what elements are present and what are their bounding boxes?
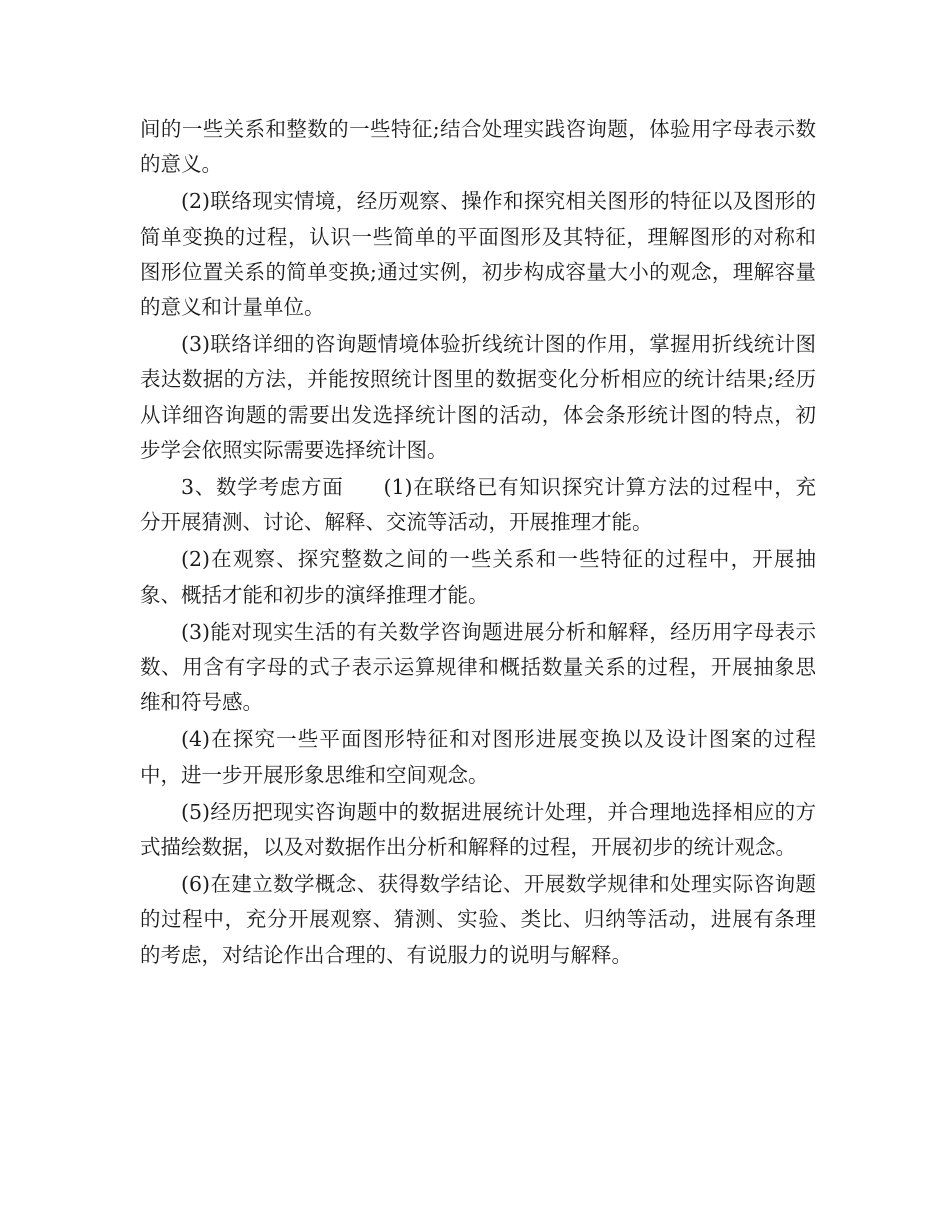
section-heading: 3、数学考虑方面 (181, 475, 344, 500)
paragraph-item-5-data: (5)经历把现实咨询题中的数据进展统计处理，并合理地选择相应的方式描绘数据，以及对数据作出分析和解释的过程，开展初步的统计观念。 (140, 799, 816, 860)
paragraph-item-4-space: (4)在探究一些平面图形特征和对图形进展变换以及设计图案的过程中，进一步开展形象思维和空间观念。 (140, 727, 816, 787)
section-3-item-1: (1)在联络已有知识探究计算方法的过程中，充分开展猜测、讨论、解释、交流等活动，开展推理才能。 (140, 475, 816, 535)
paragraph-item-6-reasoning: (6)在建立数学概念、获得数学结论、开展数学规律和处理实际咨询题的过程中，充分开展观察、猜测、实验、类比、归纳等活动，进展有条理的考虑，对结论作出合理的、有说服力的说明与解释。 (140, 872, 816, 967)
paragraph-continuation: 间的一些关系和整数的一些特征;结合处理实践咨询题，体验用字母表示数的意义。 (140, 117, 816, 177)
paragraph-section-3 (140, 470, 816, 540)
paragraph-item-3-symbols: (3)能对现实生活的有关数学咨询题进展分析和解释，经历用字母表示数、用含有字母的式子表示运算规律和概括数量关系的过程，开展抽象思维和符号感。 (140, 619, 816, 715)
paragraph-item-2-abstraction: (2)在观察、探究整数之间的一些关系和一些特征的过程中，开展抽象、概括才能和初步的演绎推理才能。 (140, 547, 816, 607)
document-page (140, 112, 816, 975)
paragraph-item-2-graphics: (2)联络现实情境，经历观察、操作和探究相关图形的特征以及图形的简单变换的过程，认识一些简单的平面图形及其特征，理解图形的对称和图形位置关系的简单变换;通过实例，初步构成容量大小的观念，理解容量的意义和计量单位。 (140, 189, 816, 320)
paragraph-item-3-statistics: (3)联络详细的咨询题情境体验折线统计图的作用，掌握用折线统计图表达数据的方法，并能按照统计图里的数据变化分析相应的统计结果;经历从详细咨询题的需要出发选择统计图的活动，体会条形统计图的特点，初步学会依照实际需要选择统计图。 (140, 332, 816, 462)
